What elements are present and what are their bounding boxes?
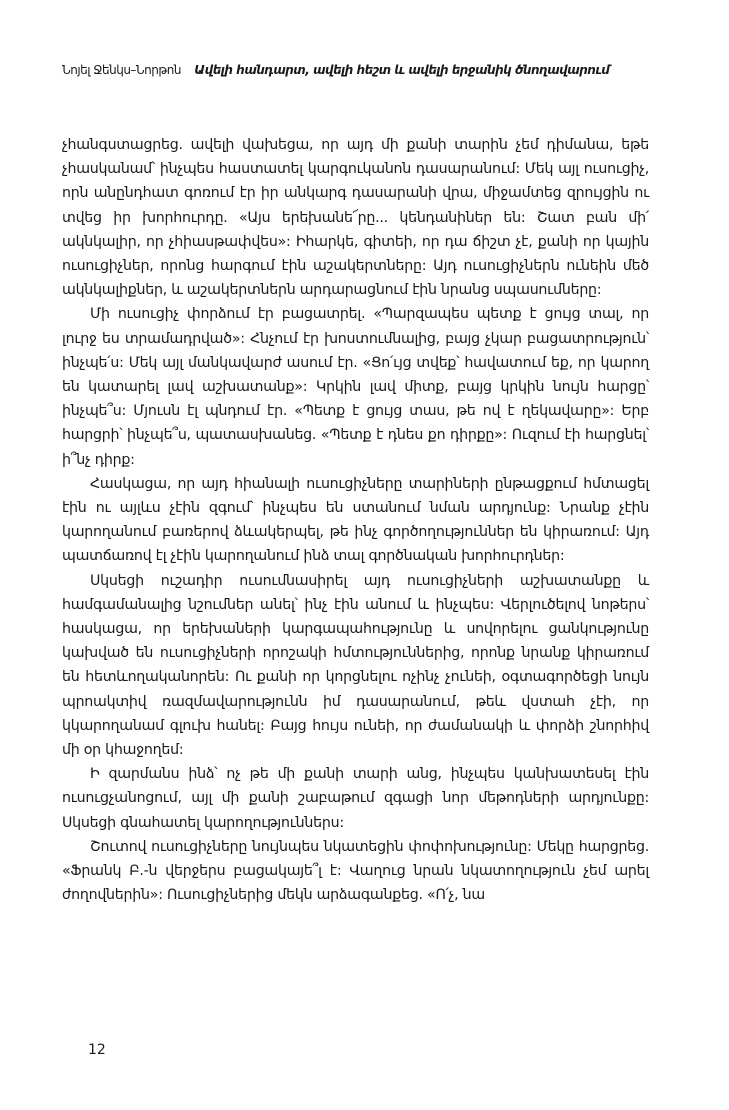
paragraph: Սկսեցի ուշադիր ուսումնասիրել այդ ուսուցիչների աշխատանքը և համգամանալից նշումներ անել՝ ինչ էին անում և ինչպես: Վերլուծելով նոթերս՝ հասկացա, որ երեխաների կարգապահությունը և սովորելու ցանկությունը կախված են ուսուցիչների որոշակի հմտություններից, որոնք նրանք կիրառում են հետևողականորեն: Ու քանի որ կորցնելու ոչինչ չունեի, օգտագործեցի նույն պրոակտիվ ռազմավարությունն իմ դասարանում, թեև վստահ չէի, որ կկարողանամ գլուխ հանել: Բայց հույս ունեի, որ ժամանակի և փորձի շնորհիվ մի օր կհաջողեմ: — [62, 572, 649, 759]
paragraph: Հասկացա, որ այդ հիանալի ուսուցիչները տարիների ընթացքում հմտացել էին ու այլևս չէին զգում՝ ինչպես են ստանում նման արդյունք: Նրանք չէին կարողանում բառերով ձևակերպել, թե ինչ գործողություններ են կիրառում: Այդ պատճառով էլ չէին կարողանում ինձ տալ գործնական խորհուրդներ: — [62, 475, 649, 565]
body-text — [62, 133, 649, 908]
paragraph: չհանգստացրեց. ավելի վախեցա, որ այդ մի քանի տարին չեմ դիմանա, եթե չհասկանամ՝ ինչպես հաստատել կարգուկանոն դասարանում: Մեկ այլ ուսուցիչ, որն անընդհատ գոռում էր իր անկարգ դասարանի վրա, միջամտեց զրույցին ու տվեց իր խորհուրդը. «Այս երեխանե՜րը... կենդանիներ են: Շատ բան մի՛ ակնկալիր, որ չհիասթափվես»: Իհարկե, գիտեի, որ դա ճիշտ չէ, քանի որ կային ուսուցիչներ, որոնց հարգում էին աշակերտները: Այդ ուսուցիչներն ունեին մեծ ակնկալիքներ, և աշակերտներն արդարացնում էին նրանց սպասումները: — [62, 137, 649, 299]
paragraph: Մի ուսուցիչ փորձում էր բացատրել. «Պարզապես պետք է ցույց տալ, որ լուրջ ես տրամադրված»: Հնչում էր խոստումնալից, բայց չկար բացատրություն՝ ինչպե՛ս: Մեկ այլ մանկավարժ ասում էր. «Ցո՛ւյց տվեք՝ հավատում եք, որ կարող են կատարել լավ աշխատանք»: Կրկին լավ միտք, բայց կրկին նույն հարցը՝ ինչպե՞ս: Մյուսն էլ պնդում էր. «Պետք է ցույց տաս, թե ով է ղեկավարը»: Երբ հարցրի՝ ինչպե՞ս, պատասխանեց. «Պետք է դնես քո դիրքը»: Ուզում էի հարցնել՝ ի՞նչ դիրք: — [62, 306, 649, 468]
running-head-title: Ավելի հանդարտ, ավելի հեշտ և ավելի երջանիկ ծնողավարում — [194, 63, 610, 77]
running-head-author: Նոյել Ջենկս–Նորթոն — [62, 63, 181, 77]
page-number: 12 — [88, 1042, 106, 1058]
paragraph: Ի զարմանս ինձ՝ ոչ թե մի քանի տարի անց, ինչպես կանխատեսել էին ուսուցչանոցում, այլ մի քանի շաբաթում զգացի նոր մեթոդների արդյունքը: Սկսեցի գնահատել կարողություններս: — [62, 766, 649, 831]
paragraph: Շուտով ուսուցիչները նույնպես նկատեցին փոփոխությունը: Մեկը հարցրեց. «Ֆրանկ Բ.-ն վերջերս բացակայե՞լ է: Վաղուց նրան նկատողություն չեմ արել ժողովներին»: Ուսուցիչներից մեկն արձագանքեց. «Ո՛չ, նա — [62, 838, 649, 904]
running-head — [62, 62, 682, 78]
